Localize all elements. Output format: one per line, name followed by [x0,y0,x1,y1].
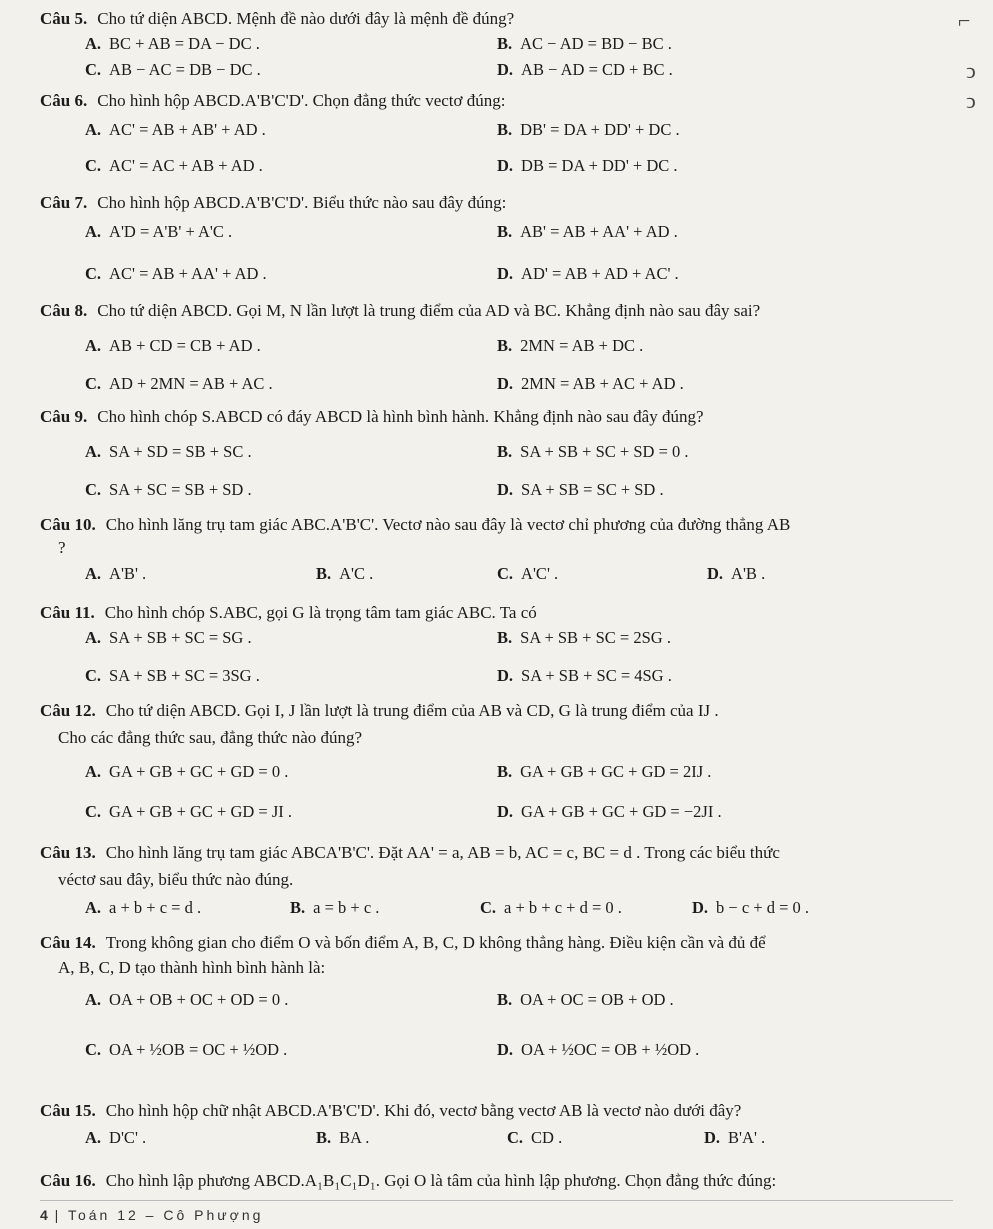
option-a: A. GA + GB + GC + GD = 0 . [85,762,289,781]
option-c: C. OA + ½OB = OC + ½OD . [85,1040,288,1059]
option-b: B. 2MN = AB + DC . [497,336,644,355]
option-b: B. OA + OC = OB + OD . [497,990,674,1009]
handwritten-mark: ↄ [966,88,976,113]
option-b: B. SA + SB + SC + SD = 0 . [497,442,689,461]
question-14: Câu 14. Trong không gian cho điểm O và bốn điểm A, B, C, D không thẳng hàng. Điều kiện cần và đủ để [40,933,766,952]
question-text: Cho tứ diện ABCD. Mệnh đề nào dưới đây là mệnh đề đúng? [97,9,515,28]
question-11: Câu 11. Cho hình chóp S.ABC, gọi G là trọng tâm tam giác ABC. Ta có [40,603,537,622]
option-a: A. BC + AB = DA − DC . [85,34,260,53]
page-footer: 4 | Toán 12 – Cô Phượng [40,1207,264,1223]
option-d: D. B'A' . [704,1128,766,1147]
option-b: B. AB' = AB + AA' + AD . [497,222,678,241]
question-text-continued: A, B, C, D tạo thành hình bình hành là: [58,958,326,977]
option-d: D. DB = DA + DD' + DC . [497,156,678,175]
option-c: C. CD . [507,1128,563,1147]
option-a: A. A'D = A'B' + A'C . [85,222,233,241]
handwritten-mark: ↄ [966,58,976,83]
option-d: D. AD' = AB + AD + AC' . [497,264,679,283]
option-a: A. SA + SD = SB + SC . [85,442,252,461]
option-a: A. D'C' . [85,1128,147,1147]
option-d: D. SA + SB = SC + SD . [497,480,664,499]
option-c: C. GA + GB + GC + GD = JI . [85,802,293,821]
option-a: A. SA + SB + SC = SG . [85,628,252,647]
question-text-continued: véctơ sau đây, biểu thức nào đúng. [58,870,294,889]
option-a: A. A'B' . [85,564,147,583]
option-a: A. OA + OB + OC + OD = 0 . [85,990,289,1009]
question-text-continued: ? [58,538,66,557]
question-6: Câu 6. Cho hình hộp ABCD.A'B'C'D'. Chọn đẳng thức vectơ đúng: [40,91,506,110]
question-16: Câu 16. Cho hình lập phương ABCD.A₁B₁C₁D₁. Gọi O là tâm của hình lập phương. Chọn đẳng thức đúng: [40,1171,777,1190]
footer-rule [40,1200,953,1201]
option-b: B. a = b + c . [290,898,380,917]
question-8: Câu 8. Cho tứ diện ABCD. Gọi M, N lần lượt là trung điểm của AD và BC. Khẳng định nào sau đây sai? [40,301,761,320]
option-d: D. b − c + d = 0 . [692,898,810,917]
question-12: Câu 12. Cho tứ diện ABCD. Gọi I, J lần lượt là trung điểm của AB và CD, G là trung điểm của IJ . [40,701,719,720]
option-b: B. GA + GB + GC + GD = 2IJ . [497,762,712,781]
option-c: C. AB − AC = DB − DC . [85,60,261,79]
option-c: C. A'C' . [497,564,559,583]
option-c: C. AD + 2MN = AB + AC . [85,374,273,393]
option-a: A. AC' = AB + AB' + AD . [85,120,266,139]
option-b: B. SA + SB + SC = 2SG . [497,628,671,647]
handwritten-mark: ⌐ [958,8,971,33]
option-c: C. AC' = AB + AA' + AD . [85,264,267,283]
option-d: D. AB − AD = CD + BC . [497,60,673,79]
option-a: A. AB + CD = CB + AD . [85,336,261,355]
option-c: C. AC' = AC + AB + AD . [85,156,263,175]
option-b: B. BA . [316,1128,370,1147]
option-c: C. a + b + c + d = 0 . [480,898,622,917]
question-5 [40,8,514,30]
page-number: 4 [40,1207,48,1223]
option-b: B. DB' = DA + DD' + DC . [497,120,680,139]
option-c: C. SA + SC = SB + SD . [85,480,252,499]
question-13: Câu 13. Cho hình lăng trụ tam giác ABCA'B'C'. Đặt AA' = a, AB = b, AC = c, BC = d . Trong các biểu thức [40,843,780,862]
option-d: D. SA + SB + SC = 4SG . [497,666,672,685]
question-15: Câu 15. Cho hình hộp chữ nhật ABCD.A'B'C'D'. Khi đó, vectơ bằng vectơ AB là vectơ nào dưới đây? [40,1101,742,1120]
footer-label: Toán 12 – Cô Phượng [67,1207,264,1223]
question-9: Câu 9. Cho hình chóp S.ABCD có đáy ABCD là hình bình hành. Khẳng định nào sau đây đúng? [40,407,704,426]
question-text-continued: Cho các đẳng thức sau, đẳng thức nào đúng? [58,728,363,747]
option-b: B. A'C . [316,564,374,583]
question-10: Câu 10. Cho hình lăng trụ tam giác ABC.A'B'C'. Vectơ nào sau đây là vectơ chỉ phương của đường thẳng AB [40,515,791,534]
option-a: A. a + b + c = d . [85,898,202,917]
option-c: C. SA + SB + SC = 3SG . [85,666,260,685]
option-b: B. AC − AD = BD − BC . [497,34,672,53]
option-d: D. OA + ½OC = OB + ½OD . [497,1040,700,1059]
question-number: Câu 5. [40,9,88,28]
question-7: Câu 7. Cho hình hộp ABCD.A'B'C'D'. Biểu thức nào sau đây đúng: [40,193,507,212]
option-d: D. GA + GB + GC + GD = −2JI . [497,802,722,821]
option-d: D. 2MN = AB + AC + AD . [497,374,684,393]
option-d: D. A'B . [707,564,766,583]
